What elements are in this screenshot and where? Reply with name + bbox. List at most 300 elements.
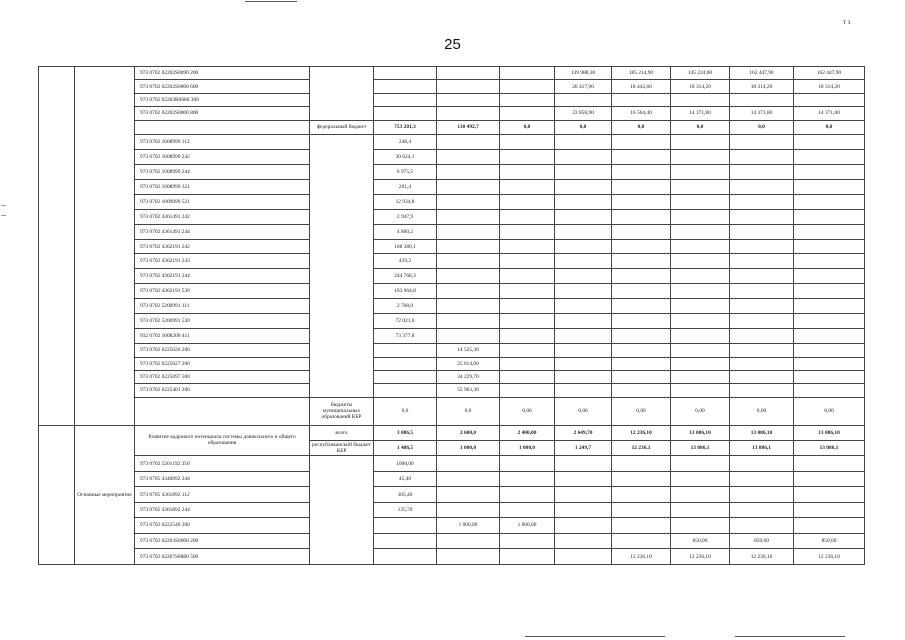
value-cell	[671, 134, 730, 149]
value-cell	[500, 67, 555, 80]
value-cell	[500, 239, 555, 254]
value-cell: 193 964,8	[374, 284, 437, 299]
value-cell: 162 447,90	[730, 67, 794, 80]
footer-line-left	[245, 1, 297, 2]
value-cell: 12 236,10	[730, 549, 794, 565]
value-cell: 4 860,2	[374, 224, 437, 239]
value-cell	[374, 344, 437, 357]
value-cell: 201,4	[374, 179, 437, 194]
value-cell	[500, 164, 555, 179]
source-column	[310, 67, 374, 121]
value-cell: 0,00	[612, 397, 671, 425]
value-cell	[671, 370, 730, 383]
value-cell	[730, 93, 794, 106]
budget-code: 973 0702 4362191 244	[135, 269, 310, 284]
empty-code	[135, 397, 310, 425]
value-cell: 185 214,90	[612, 67, 671, 80]
value-cell	[730, 299, 794, 314]
value-cell	[437, 149, 500, 164]
value-cell: 2 768,0	[374, 299, 437, 314]
value-cell	[374, 533, 437, 548]
table-row	[39, 107, 865, 120]
table-row	[39, 67, 865, 80]
value-cell	[612, 487, 671, 502]
value-cell	[555, 239, 612, 254]
value-cell: 6 975,5	[374, 164, 437, 179]
table-row	[39, 549, 865, 565]
value-cell	[671, 314, 730, 329]
value-cell	[730, 239, 794, 254]
value-cell	[555, 533, 612, 548]
value-cell	[437, 194, 500, 209]
value-cell	[671, 149, 730, 164]
value-cell: 72 021,0	[374, 314, 437, 329]
value-cell: 18 314,20	[794, 80, 865, 93]
value-cell	[437, 549, 500, 565]
value-cell	[437, 299, 500, 314]
value-cell	[374, 518, 437, 533]
value-cell	[612, 224, 671, 239]
value-cell	[730, 179, 794, 194]
value-cell: 145 224,60	[671, 67, 730, 80]
value-cell	[671, 299, 730, 314]
budget-code: 973 0702 02202S0090 200	[135, 67, 310, 80]
budget-code: 973 0705 4361892 244	[135, 502, 310, 517]
value-cell	[500, 471, 555, 486]
value-cell: 26 417,90	[555, 80, 612, 93]
value-cell	[794, 370, 865, 383]
value-cell: 1 000,0	[500, 440, 555, 455]
table-row	[39, 344, 865, 357]
value-cell	[500, 179, 555, 194]
value-cell	[500, 357, 555, 370]
value-cell	[437, 329, 500, 344]
value-cell: 305,40	[374, 487, 437, 502]
value-cell	[555, 164, 612, 179]
value-cell	[730, 456, 794, 471]
table-row	[39, 518, 865, 533]
margin-tick	[1, 215, 6, 216]
table-row	[39, 370, 865, 383]
value-cell: 13 086,1	[730, 440, 794, 455]
value-cell: 12 934,8	[374, 194, 437, 209]
margin-tick	[1, 205, 6, 206]
value-cell	[671, 471, 730, 486]
value-cell	[794, 518, 865, 533]
value-cell: 1 486,5	[374, 440, 437, 455]
source-column	[310, 456, 374, 565]
value-cell: 12 236,10	[794, 549, 865, 565]
value-cell: 0,00	[500, 397, 555, 425]
value-cell	[612, 134, 671, 149]
value-cell: 130 492,7	[437, 120, 500, 134]
table-row	[39, 80, 865, 93]
value-cell	[612, 254, 671, 269]
table-row	[39, 397, 865, 425]
value-cell	[612, 456, 671, 471]
value-cell	[730, 224, 794, 239]
budget-code: 973 0702 0225026 200	[135, 344, 310, 357]
table-row	[39, 456, 865, 471]
value-cell	[437, 164, 500, 179]
value-cell	[794, 502, 865, 517]
value-cell: 0,0	[500, 120, 555, 134]
budget-code: 973 0702 1008999 112	[135, 134, 310, 149]
budget-code: 973 0702 5200991 111	[135, 299, 310, 314]
value-cell	[500, 209, 555, 224]
value-cell: 850,00	[671, 533, 730, 548]
value-cell	[555, 149, 612, 164]
value-cell	[671, 269, 730, 284]
value-cell	[612, 299, 671, 314]
value-cell: 244 768,3	[374, 269, 437, 284]
value-cell	[671, 456, 730, 471]
footer-line-right	[735, 636, 845, 637]
value-cell	[437, 284, 500, 299]
value-cell: 14 371,80	[794, 107, 865, 120]
value-cell	[730, 370, 794, 383]
value-cell: 0,00	[671, 397, 730, 425]
value-cell	[555, 344, 612, 357]
footer-line-center	[525, 636, 665, 637]
value-cell	[437, 224, 500, 239]
value-cell: 0,0	[730, 120, 794, 134]
value-cell	[500, 80, 555, 93]
value-cell	[437, 533, 500, 548]
value-cell	[794, 384, 865, 397]
value-cell	[612, 518, 671, 533]
value-cell	[374, 67, 437, 80]
value-cell: 12 236,1	[612, 440, 671, 455]
value-cell	[730, 314, 794, 329]
value-cell	[555, 471, 612, 486]
total-label: всего	[310, 425, 374, 440]
value-cell	[500, 107, 555, 120]
table-row	[39, 164, 865, 179]
value-cell	[671, 284, 730, 299]
value-cell	[671, 344, 730, 357]
value-cell	[500, 299, 555, 314]
section-column	[75, 67, 135, 426]
value-cell	[612, 329, 671, 344]
value-cell: 0,0	[437, 397, 500, 425]
value-cell	[555, 518, 612, 533]
value-cell: 34 229,70	[437, 370, 500, 383]
value-cell	[794, 269, 865, 284]
page-number: 25	[444, 36, 461, 53]
budget-code: 973 0702 4361491 242	[135, 209, 310, 224]
value-cell: 108 380,1	[374, 239, 437, 254]
budget-code: 973 0705 4340092 244	[135, 471, 310, 486]
value-cell	[794, 194, 865, 209]
value-cell	[555, 329, 612, 344]
value-cell: 55 903,30	[437, 384, 500, 397]
value-cell	[794, 284, 865, 299]
table-row	[39, 425, 865, 440]
value-cell	[437, 134, 500, 149]
budget-code: 973 0702 5201192 350	[135, 456, 310, 471]
value-cell: 2 600,0	[437, 425, 500, 440]
value-cell	[437, 314, 500, 329]
budget-code: 973 0702 0222540 300	[135, 518, 310, 533]
value-cell	[794, 329, 865, 344]
value-cell	[437, 93, 500, 106]
value-cell: 12 236,10	[612, 549, 671, 565]
value-cell	[612, 239, 671, 254]
value-cell	[500, 314, 555, 329]
value-cell	[437, 502, 500, 517]
value-cell	[500, 284, 555, 299]
value-cell	[794, 471, 865, 486]
table-row	[39, 149, 865, 164]
value-cell	[555, 134, 612, 149]
budget-code: 973 0702 0225401 200	[135, 384, 310, 397]
value-cell	[730, 518, 794, 533]
budget-code: 932 0702 1008200 411	[135, 329, 310, 344]
value-cell	[794, 149, 865, 164]
empty-code	[135, 120, 310, 134]
value-cell	[500, 456, 555, 471]
value-cell	[555, 549, 612, 565]
budget-code: 973 0702 1009099 521	[135, 194, 310, 209]
value-cell	[671, 194, 730, 209]
value-cell: 753 201,3	[374, 120, 437, 134]
value-cell: 25 814,00	[437, 357, 500, 370]
budget-code: 973 0702 4362191 242	[135, 239, 310, 254]
value-cell	[730, 194, 794, 209]
value-cell	[730, 487, 794, 502]
value-cell	[671, 93, 730, 106]
value-cell	[794, 314, 865, 329]
value-cell	[437, 471, 500, 486]
value-cell	[612, 357, 671, 370]
value-cell	[612, 533, 671, 548]
value-cell	[500, 269, 555, 284]
table-row	[39, 357, 865, 370]
municipal-budget-label: бюджеты муниципальных образований КБР	[310, 397, 374, 425]
value-cell	[374, 107, 437, 120]
value-cell	[374, 549, 437, 565]
value-cell: 0,0	[374, 397, 437, 425]
value-cell: 45,40	[374, 471, 437, 486]
value-cell	[794, 299, 865, 314]
table-row	[39, 487, 865, 502]
value-cell	[671, 502, 730, 517]
budget-table	[38, 66, 865, 565]
table-row	[39, 254, 865, 269]
table-row	[39, 314, 865, 329]
value-cell	[794, 254, 865, 269]
value-cell	[555, 314, 612, 329]
value-cell: 14 371,80	[730, 107, 794, 120]
value-cell	[612, 502, 671, 517]
table-row	[39, 209, 865, 224]
value-cell: 1 000,0	[437, 440, 500, 455]
table-row	[39, 502, 865, 517]
table-row	[39, 224, 865, 239]
value-cell	[500, 502, 555, 517]
value-cell	[612, 179, 671, 194]
value-cell	[555, 456, 612, 471]
value-cell	[500, 134, 555, 149]
value-cell	[437, 254, 500, 269]
value-cell	[437, 107, 500, 120]
table-row	[39, 299, 865, 314]
value-cell: 0,00	[794, 397, 865, 425]
value-cell	[794, 239, 865, 254]
value-cell	[794, 93, 865, 106]
table-row	[39, 93, 865, 106]
budget-code: 973 0702 1008999 244	[135, 164, 310, 179]
value-cell: 135,70	[374, 502, 437, 517]
corner-mark: т з	[843, 18, 851, 26]
value-cell	[612, 269, 671, 284]
value-cell	[374, 357, 437, 370]
value-cell: 18 314,20	[671, 80, 730, 93]
left-column	[39, 67, 75, 426]
value-cell: 139 988,30	[555, 67, 612, 80]
value-cell: 73 377,8	[374, 329, 437, 344]
value-cell	[794, 134, 865, 149]
value-cell	[500, 93, 555, 106]
value-cell	[437, 209, 500, 224]
value-cell	[794, 357, 865, 370]
value-cell	[437, 239, 500, 254]
value-cell	[730, 209, 794, 224]
budget-code: 973 0702 02203S0000 200	[135, 533, 310, 548]
value-cell: 13 086,1	[794, 440, 865, 455]
value-cell	[437, 456, 500, 471]
value-cell: 14 371,80	[671, 107, 730, 120]
table-row	[39, 329, 865, 344]
value-cell	[794, 224, 865, 239]
value-cell	[671, 179, 730, 194]
table-row	[39, 194, 865, 209]
budget-code: 973 0702 02207S8880 500	[135, 549, 310, 565]
value-cell	[730, 502, 794, 517]
value-cell	[794, 344, 865, 357]
value-cell	[671, 254, 730, 269]
value-cell	[730, 134, 794, 149]
value-cell: 0,0	[671, 120, 730, 134]
value-cell	[500, 149, 555, 164]
value-cell: 850,00	[794, 533, 865, 548]
value-cell	[555, 370, 612, 383]
table-row	[39, 533, 865, 548]
value-cell: 0,00	[730, 397, 794, 425]
value-cell: 0,0	[794, 120, 865, 134]
value-cell	[794, 164, 865, 179]
value-cell	[671, 487, 730, 502]
value-cell	[500, 254, 555, 269]
value-cell	[374, 80, 437, 93]
value-cell	[500, 533, 555, 548]
value-cell	[612, 149, 671, 164]
value-cell	[555, 502, 612, 517]
value-cell	[500, 384, 555, 397]
value-cell	[500, 549, 555, 565]
value-cell	[374, 93, 437, 106]
value-cell	[500, 487, 555, 502]
value-cell	[612, 194, 671, 209]
value-cell: 1 000,00	[500, 518, 555, 533]
value-cell	[555, 179, 612, 194]
table-row	[39, 179, 865, 194]
value-cell	[794, 456, 865, 471]
value-cell: 850,00	[730, 533, 794, 548]
value-cell: 14 525,30	[437, 344, 500, 357]
republic-budget-label: республиканский бюджет КБР	[310, 440, 374, 455]
value-cell	[555, 284, 612, 299]
budget-code: 973 0702 02202S0000 600	[135, 80, 310, 93]
value-cell	[730, 254, 794, 269]
value-cell	[730, 344, 794, 357]
value-cell	[500, 344, 555, 357]
value-cell	[671, 209, 730, 224]
value-cell	[730, 471, 794, 486]
budget-code: 973 0702 02203R0680 300	[135, 93, 310, 106]
value-cell: 2 947,9	[374, 209, 437, 224]
value-cell: 2 400,00	[500, 425, 555, 440]
value-cell: 1 249,7	[555, 440, 612, 455]
value-cell	[437, 487, 500, 502]
value-cell	[671, 239, 730, 254]
table-row	[39, 120, 865, 134]
value-cell: 30 624,1	[374, 149, 437, 164]
value-cell	[730, 329, 794, 344]
table-row	[39, 284, 865, 299]
value-cell	[671, 384, 730, 397]
value-cell	[794, 487, 865, 502]
value-cell	[555, 93, 612, 106]
value-cell	[671, 357, 730, 370]
value-cell	[612, 370, 671, 383]
budget-code: 973 0702 4362191 243	[135, 254, 310, 269]
budget-code: 973 0702 5200991 530	[135, 314, 310, 329]
value-cell	[437, 269, 500, 284]
value-cell: 248,4	[374, 134, 437, 149]
value-cell	[730, 384, 794, 397]
value-cell	[671, 329, 730, 344]
value-cell	[555, 487, 612, 502]
budget-code: 973 0702 02202S0000 800	[135, 107, 310, 120]
value-cell	[730, 149, 794, 164]
value-cell	[612, 314, 671, 329]
value-cell	[437, 80, 500, 93]
value-cell	[612, 284, 671, 299]
budget-code: 973 0702 4362191 530	[135, 284, 310, 299]
value-cell	[612, 93, 671, 106]
main-activity-label: Основные мероприятие	[75, 425, 135, 565]
value-cell	[671, 518, 730, 533]
value-cell	[500, 194, 555, 209]
value-cell: 439,2	[374, 254, 437, 269]
value-cell	[730, 284, 794, 299]
value-cell: 13 086,10	[794, 425, 865, 440]
left-column	[39, 425, 75, 565]
value-cell	[374, 370, 437, 383]
value-cell: 2 649,70	[555, 425, 612, 440]
budget-code: 973 0705 4361892 112	[135, 487, 310, 502]
value-cell: 1 000,00	[437, 518, 500, 533]
value-cell: 13 086,1	[671, 440, 730, 455]
table-row	[39, 269, 865, 284]
value-cell	[555, 254, 612, 269]
value-cell	[612, 471, 671, 486]
budget-code: 973 0702 1008999 242	[135, 149, 310, 164]
value-cell	[555, 224, 612, 239]
value-cell	[730, 357, 794, 370]
